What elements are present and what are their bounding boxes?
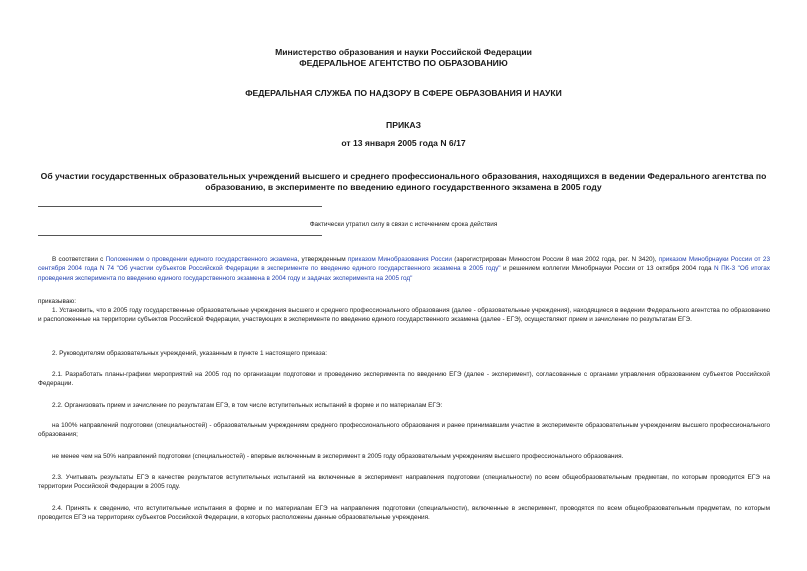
service-name: ФЕДЕРАЛЬНАЯ СЛУЖБА ПО НАДЗОРУ В СФЕРЕ ОБРАЗОВАНИЯ И НАУКИ bbox=[245, 88, 562, 98]
paragraph-2-4: 2.4. Принять к сведению, что вступительные испытания в форме и по материалам ЕГЭ на направления подготовки (специальности), включенные в эксперимент, проводятся по всем общеобразовательным предметам, по которым проводится ЕГЭ на территориях субъектов Российской Федерации, в которых расположены данные образовательные учреждения. bbox=[38, 505, 770, 522]
link-minobrnauki-order[interactable]: приказом Минобрнауки России от 23 сентября 2004 года N 74 "Об участии субъектов Российской Федерации в эксперименте по введению единого государственного экзамена в 2005 году" bbox=[38, 256, 771, 273]
link-minobr-order[interactable]: приказом Минобразования России bbox=[347, 256, 452, 263]
paragraph-2-2-a: на 100% направлений подготовки (специальностей) - образовательным учреждениям среднего профессионального образования и ранее принимавшим участие в эксперименте образовательным учреждениям высшего профессионального образования; bbox=[38, 422, 770, 439]
ministry-header bbox=[0, 47, 807, 69]
paragraph-2: 2. Руководителям образовательных учреждений, указанным в пункте 1 настоящего приказа: bbox=[52, 350, 327, 357]
paragraph-2-3: 2.3. Учитывать результаты ЕГЭ в качестве результатов вступительных испытаний на включенные в эксперимент направления подготовки (специальности) по всем общеобразовательным предметам, по которым проводится ЕГЭ на территории Российской Федерации в 2005 году. bbox=[38, 474, 770, 491]
preamble-text: и решением коллегии Минобрнауки России от 13 октября 2004 года bbox=[500, 265, 715, 273]
link-collegium-decision[interactable]: N ПК-3 "Об итогах проведения эксперимента по введению единого государственного экзамена в 2004 году и задачах эксперимента на 2005 год" bbox=[38, 265, 770, 282]
status-note: Фактически утратил силу в связи с истечением срока действия bbox=[309, 221, 498, 228]
paragraph-2-2: 2.2. Организовать прием и зачисление по результатам ЕГЭ, в том числе вступительных испытаний в форме и по материалам ЕГЭ: bbox=[52, 402, 443, 409]
preamble-text: (зарегистрирован Минюстом России 8 мая 2002 года, рег. N 3420), bbox=[451, 256, 659, 263]
doc-type: ПРИКАЗ bbox=[386, 120, 421, 130]
preamble bbox=[38, 255, 770, 283]
doc-subject: Об участии государственных образовательных учреждений высшего и среднего профессионального образования, находящихся в ведении Федерального агентства по образованию, в эксперименте по введению единого государственного экзамена в 2005 году bbox=[40, 171, 767, 192]
preamble-text: , утвержденным bbox=[297, 256, 348, 263]
paragraph-1: 1. Установить, что в 2005 году государственные образовательные учреждения высшего и среднего профессионального образования (далее - образовательные учреждения), находящиеся в ведении Федерального агентства по образованию и расположенные на территории субъектов Российской Федерации, участвующих в эксперименте по введению единого государственного экзамена (далее - ЕГЭ), осуществляют прием и зачисление по результатам ЕГЭ. bbox=[38, 307, 770, 324]
paragraph-2-1: 2.1. Разработать планы-графики мероприятий на 2005 год по организации подготовки и проведению эксперимента по введению ЕГЭ (далее - эксперимент), согласованные с органами управления образованием субъектов Российской Федерации. bbox=[38, 371, 770, 388]
ministry-name: Министерство образования и науки Российской Федерации bbox=[275, 47, 532, 57]
preamble-text: В соответствии с bbox=[52, 256, 106, 263]
doc-date: от 13 января 2005 года N 6/17 bbox=[341, 138, 466, 148]
link-ege-regulation[interactable]: Положением о проведении единого государственного экзамена bbox=[105, 256, 298, 263]
divider-top bbox=[38, 206, 322, 207]
paragraph-2-2-b: не менее чем на 50% направлений подготовки (специальностей) - впервые включенным в эксперимент в 2005 году образовательным учреждениям высшего профессионального образования. bbox=[52, 453, 624, 460]
agency-name: ФЕДЕРАЛЬНОЕ АГЕНТСТВО ПО ОБРАЗОВАНИЮ bbox=[299, 58, 508, 68]
order-word: приказываю: bbox=[38, 298, 76, 305]
divider-bottom bbox=[38, 235, 322, 236]
